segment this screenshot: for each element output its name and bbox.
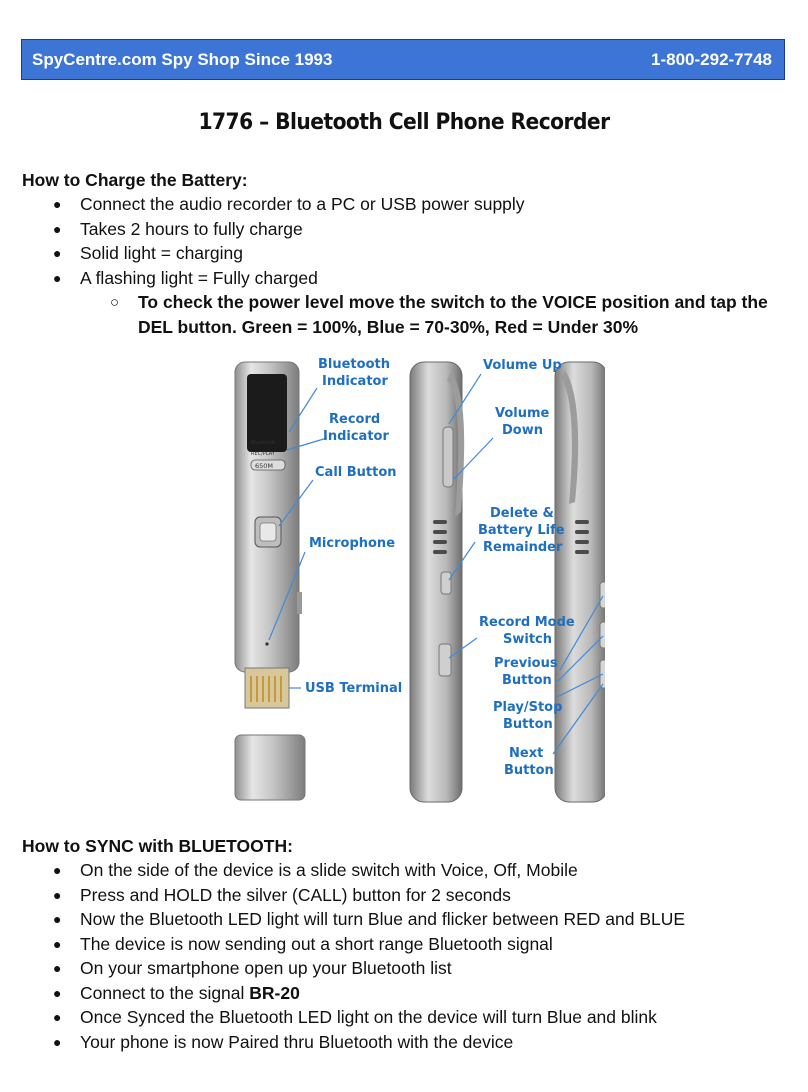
list-item: ● Your phone is now Paired thru Bluetooth with the device xyxy=(53,1031,514,1052)
sync-heading: How to SYNC with BLUETOOTH: xyxy=(22,836,293,856)
device-model-text: 650M xyxy=(255,462,274,470)
list-item: ● Takes 2 hours to fully charge xyxy=(53,218,303,239)
label-next-2: Button xyxy=(504,763,554,778)
charge-heading: How to Charge the Battery: xyxy=(22,170,248,190)
list-item: ● Press and HOLD the silver (CALL) button for 2 seconds xyxy=(53,884,511,905)
label-next-1: Next xyxy=(509,746,544,761)
label-record-mode-1: Record Mode xyxy=(479,615,575,630)
label-call-button: Call Button xyxy=(315,465,397,480)
label-play-stop-2: Button xyxy=(503,717,553,732)
header-phone: 1-800-292-7748 xyxy=(651,49,772,69)
label-previous-1: Previous xyxy=(494,656,558,671)
label-delete-1: Delete & xyxy=(490,506,554,521)
power-level-note: ○ To check the power level move the switch to the VOICE position and tap the DEL button. Green = 100%, Blue = 70-30%, Red = Under 30% xyxy=(110,292,768,337)
signal-name: BR-20 xyxy=(249,982,300,1003)
device-recplay-text: REC/PLAY xyxy=(251,451,275,457)
list-item: ● Once Synced the Bluetooth LED light on the device will turn Blue and blink xyxy=(53,1007,657,1027)
label-record-mode-2: Switch xyxy=(503,632,553,647)
label-delete-3: Remainder xyxy=(483,540,563,555)
list-item: ● On your smartphone open up your Bluetooth list xyxy=(53,958,452,978)
front-device xyxy=(235,362,305,800)
list-item: ● Solid light = charging xyxy=(53,243,243,263)
list-item: ● Now the Bluetooth LED light will turn Blue and flicker between RED and BLUE xyxy=(53,909,686,929)
label-bluetooth-indicator-2: Indicator xyxy=(322,374,388,389)
label-bluetooth-indicator-1: Bluetooth xyxy=(318,357,390,372)
label-play-stop-1: Play/Stop xyxy=(493,700,563,715)
label-volume-down-2: Down xyxy=(502,423,543,438)
document-title: 1776 – Bluetooth Cell Phone Recorder xyxy=(198,110,610,135)
list-item: ● Connect to the signal BR-20 xyxy=(53,982,300,1003)
label-delete-2: Battery Life xyxy=(478,523,565,538)
label-volume-up: Volume Up xyxy=(483,358,562,373)
sync-list xyxy=(0,858,685,1054)
label-microphone: Microphone xyxy=(309,536,396,551)
list-item: ● On the side of the device is a slide switch with Voice, Off, Mobile xyxy=(53,860,578,880)
microphone-hole xyxy=(265,642,268,645)
side-device-left xyxy=(410,362,464,802)
device-diagram xyxy=(205,352,605,807)
device-bluetooth-text: Bluetooth xyxy=(251,440,276,446)
header-bar xyxy=(21,39,785,80)
label-record-indicator-2: Indicator xyxy=(323,429,389,444)
list-item: ● A flashing light = Fully charged xyxy=(53,267,318,288)
usb-cap xyxy=(235,735,305,800)
side-device-right xyxy=(555,362,605,802)
list-item: ● The device is now sending out a short range Bluetooth signal xyxy=(53,933,553,954)
label-previous-2: Button xyxy=(502,673,552,688)
label-usb-terminal: USB Terminal xyxy=(305,681,403,696)
list-item: ● Connect the audio recorder to a PC or USB power supply xyxy=(53,194,525,214)
charge-list xyxy=(0,192,525,290)
label-volume-down-1: Volume xyxy=(495,406,550,421)
label-record-indicator-1: Record xyxy=(329,412,381,427)
header-site-name: SpyCentre.com Spy Shop Since 1993 xyxy=(32,49,333,69)
